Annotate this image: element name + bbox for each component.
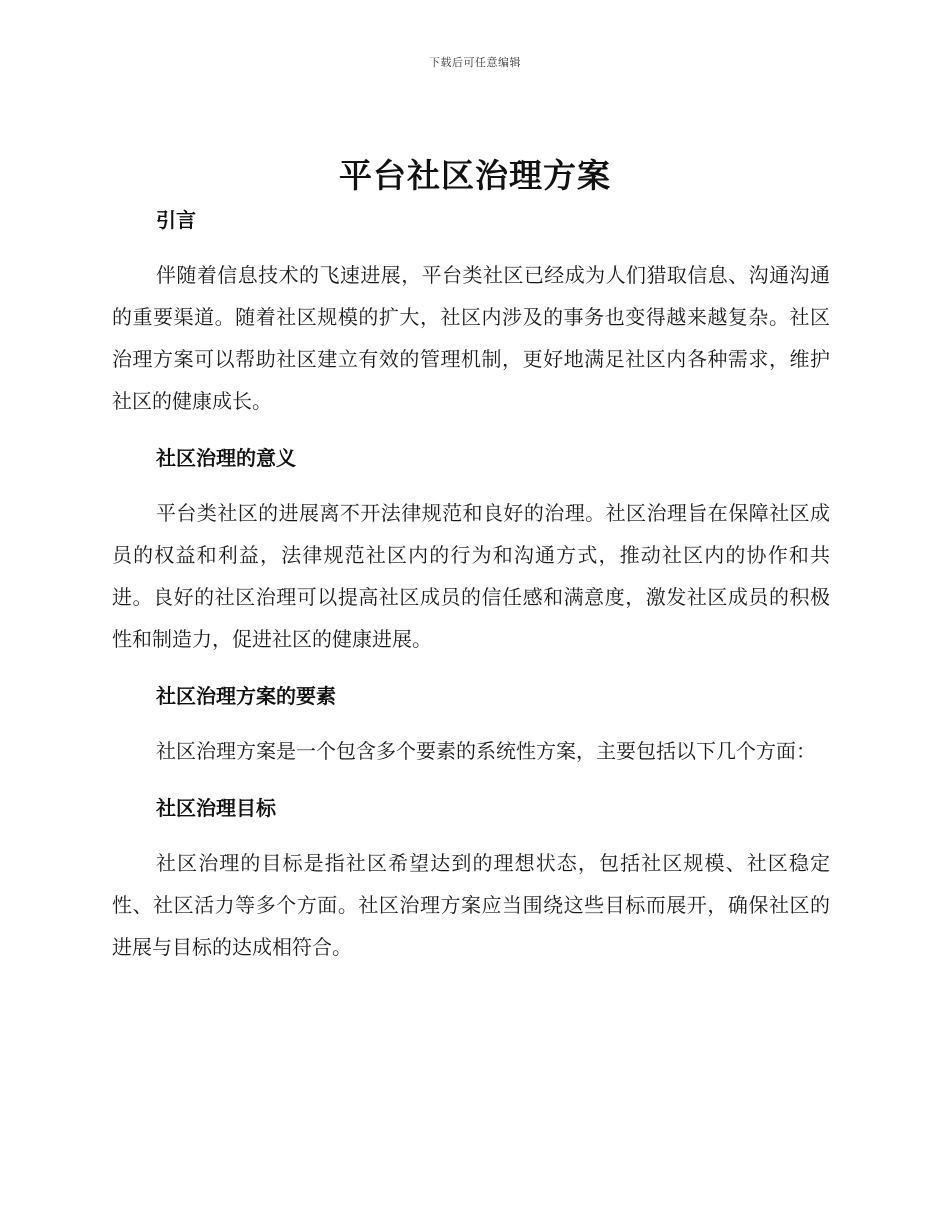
section-paragraph: 平台类社区的进展离不开法律规范和良好的治理。社区治理旨在保障社区成员的权益和利益，法律规范社区内的行为和沟通方式，推动社区内的协作和共进。良好的社区治理可以提高社区成员的信任感和满意度，激发社区成员的积极性和制造力，促进社区的健康进展。: [112, 501, 830, 651]
section-goals: [112, 786, 830, 968]
section-paragraph: 社区治理方案是一个包含多个要素的系统性方案，主要包括以下几个方面：: [156, 739, 816, 763]
section-significance: [112, 436, 830, 674]
section-heading: 社区治理方案的要素: [156, 684, 336, 708]
section-heading: 社区治理的意义: [156, 446, 296, 470]
section-paragraph: 社区治理的目标是指社区希望达到的理想状态，包括社区规模、社区稳定性、社区活力等多个方面。社区治理方案应当围绕这些目标而展开，确保社区的进展与目标的达成相符合。: [112, 851, 830, 959]
page-header-note: 下载后可任意编辑: [429, 56, 521, 69]
section-introduction: [112, 198, 830, 436]
section-paragraph: 伴随着信息技术的飞速进展，平台类社区已经成为人们猎取信息、沟通沟通的重要渠道。随着社区规模的扩大，社区内涉及的事务也变得越来越复杂。社区治理方案可以帮助社区建立有效的管理机制，更好地满足社区内各种需求，维护社区的健康成长。: [112, 263, 830, 413]
document-title: 平台社区治理方案: [339, 156, 611, 195]
document-body: [112, 198, 830, 968]
section-heading: 社区治理目标: [156, 796, 276, 820]
section-elements: [112, 674, 830, 786]
section-heading: 引言: [156, 208, 196, 232]
